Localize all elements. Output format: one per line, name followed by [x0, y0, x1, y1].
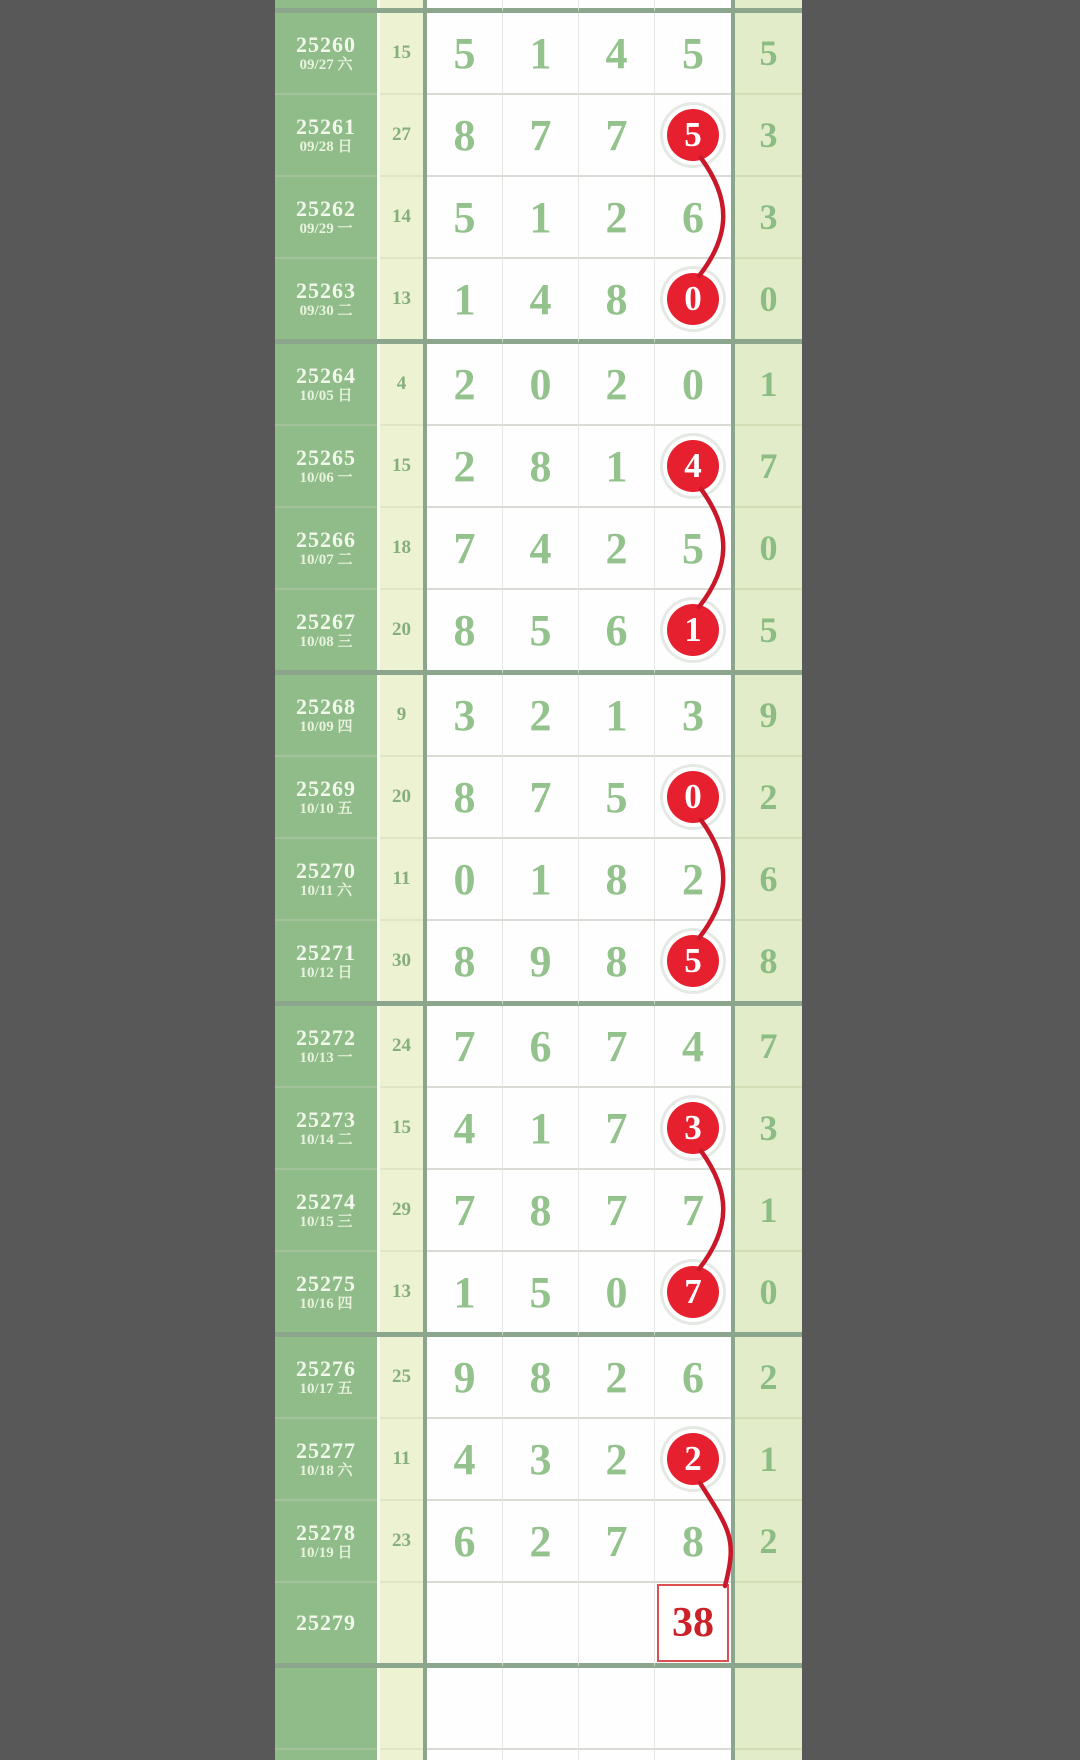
- sum-box: 38: [657, 1584, 729, 1662]
- draw-label-cell: [275, 0, 377, 13]
- highlight-circle: 0: [667, 273, 719, 325]
- digit-cell-4: [655, 1088, 731, 1170]
- count-cell: 30: [380, 921, 423, 1006]
- digit-cell-3: 7: [579, 95, 655, 177]
- draw-date: 09/27 六: [299, 56, 353, 73]
- digit-cell-4: 4: [655, 1006, 731, 1088]
- table-row: [275, 590, 802, 675]
- draw-number: 25277: [296, 1437, 356, 1463]
- digit-cell-2: 8: [503, 426, 579, 508]
- result-cell: [735, 1750, 802, 1760]
- digit-cell-2: [503, 0, 579, 13]
- table-row: [275, 1668, 802, 1750]
- digit-cell-1: 0: [427, 839, 503, 921]
- result-cell: 5: [735, 13, 802, 95]
- digit-cell-3: 8: [579, 839, 655, 921]
- digit-cell-4: 5: [655, 13, 731, 95]
- digit-cell-4: 3: [655, 675, 731, 757]
- digit-cell-2: 8: [503, 1337, 579, 1419]
- table-row: [275, 1501, 802, 1583]
- draw-label-cell: [275, 1419, 377, 1501]
- result-cell: 1: [735, 344, 802, 426]
- result-cell: 2: [735, 1501, 802, 1583]
- digit-cell-2: 5: [503, 590, 579, 675]
- digit-cell-3: 2: [579, 1337, 655, 1419]
- result-cell: [735, 0, 802, 13]
- digit-cell-2: [503, 1750, 579, 1760]
- table-row: [275, 508, 802, 590]
- highlight-circle: 7: [667, 1266, 719, 1318]
- draw-date: 10/11 六: [299, 882, 353, 899]
- digit-cell-3: [579, 1750, 655, 1760]
- draw-number: 25270: [296, 857, 356, 883]
- table-rows: [275, 0, 802, 1760]
- count-cell: 18: [380, 508, 423, 590]
- digit-cell-4: [655, 259, 731, 344]
- result-cell: [735, 1668, 802, 1750]
- draw-label-cell: [275, 13, 377, 95]
- draw-date: 10/05 日: [299, 387, 353, 404]
- highlight-circle: 5: [667, 935, 719, 987]
- draw-number: 25271: [296, 939, 356, 965]
- digit-cell-1: 7: [427, 508, 503, 590]
- digit-cell-2: 7: [503, 95, 579, 177]
- digit-cell-4: [655, 1252, 731, 1337]
- digit-cell-2: 5: [503, 1252, 579, 1337]
- draw-number: 25261: [296, 113, 356, 139]
- draw-label-cell: [275, 921, 377, 1006]
- digit-cell-3: 7: [579, 1006, 655, 1088]
- draw-date: 10/12 日: [299, 964, 353, 981]
- draw-date: 10/17 五: [299, 1380, 353, 1397]
- table-row: [275, 1337, 802, 1419]
- draw-label-cell: [275, 1170, 377, 1252]
- digit-cell-2: 0: [503, 344, 579, 426]
- count-cell: [380, 1750, 423, 1760]
- count-cell: 27: [380, 95, 423, 177]
- digit-cell-4: [655, 1419, 731, 1501]
- result-cell: 3: [735, 177, 802, 259]
- draw-date: 10/10 五: [299, 800, 353, 817]
- digit-cell-4: [655, 426, 731, 508]
- result-cell: 1: [735, 1170, 802, 1252]
- digit-cell-1: [427, 1583, 503, 1668]
- draw-number: 25272: [296, 1024, 356, 1050]
- digit-cell-3: 5: [579, 757, 655, 839]
- draw-number: 25278: [296, 1519, 356, 1545]
- digit-cell-2: 7: [503, 757, 579, 839]
- draw-date: 10/16 四: [299, 1295, 353, 1312]
- digit-cell-3: [579, 1583, 655, 1668]
- digit-cell-1: 8: [427, 590, 503, 675]
- digit-cell-4: [655, 757, 731, 839]
- draw-date: 10/18 六: [299, 1462, 353, 1479]
- digit-cell-1: 1: [427, 259, 503, 344]
- digit-cell-3: 1: [579, 426, 655, 508]
- digit-cell-2: 8: [503, 1170, 579, 1252]
- digit-cell-1: 5: [427, 13, 503, 95]
- digit-cell-2: 9: [503, 921, 579, 1006]
- draw-number: 25275: [296, 1270, 356, 1296]
- digit-cell-4: [655, 590, 731, 675]
- digit-cell-4: 0: [655, 344, 731, 426]
- highlight-circle: 4: [667, 440, 719, 492]
- digit-cell-2: 4: [503, 259, 579, 344]
- table-row: [275, 177, 802, 259]
- digit-cell-4: 8: [655, 1501, 731, 1583]
- draw-label-cell: [275, 1668, 377, 1750]
- digit-cell-4: [655, 1750, 731, 1760]
- draw-number: 25276: [296, 1355, 356, 1381]
- draw-label-cell: [275, 344, 377, 426]
- table-row: [275, 13, 802, 95]
- digit-cell-1: 3: [427, 675, 503, 757]
- draw-number: 25273: [296, 1106, 356, 1132]
- count-cell: 11: [380, 1419, 423, 1501]
- digit-cell-4: 5: [655, 508, 731, 590]
- result-cell: 0: [735, 508, 802, 590]
- digit-cell-2: 2: [503, 675, 579, 757]
- highlight-circle: 1: [667, 604, 719, 656]
- draw-label-cell: [275, 1501, 377, 1583]
- draw-date: 09/28 日: [299, 138, 353, 155]
- digit-cell-3: [579, 0, 655, 13]
- draw-label-cell: [275, 1337, 377, 1419]
- digit-cell-3: 7: [579, 1170, 655, 1252]
- draw-date: 10/07 二: [299, 551, 353, 568]
- count-cell: 13: [380, 1252, 423, 1337]
- digit-cell-2: 1: [503, 1088, 579, 1170]
- draw-label-cell: [275, 1750, 377, 1760]
- digit-cell-3: [579, 1668, 655, 1750]
- digit-cell-4: 2: [655, 839, 731, 921]
- result-cell: 5: [735, 590, 802, 675]
- draw-label-cell: [275, 508, 377, 590]
- digit-cell-1: 8: [427, 757, 503, 839]
- digit-cell-2: 3: [503, 1419, 579, 1501]
- result-cell: 0: [735, 1252, 802, 1337]
- draw-label-cell: [275, 1088, 377, 1170]
- digit-cell-1: 2: [427, 426, 503, 508]
- result-cell: 3: [735, 95, 802, 177]
- digit-cell-3: 2: [579, 1419, 655, 1501]
- table-row: [275, 259, 802, 344]
- digit-cell-1: 8: [427, 921, 503, 1006]
- digit-cell-4: [655, 0, 731, 13]
- digit-cell-4: [655, 1668, 731, 1750]
- table-row: [275, 0, 802, 13]
- table-row: [275, 1750, 802, 1760]
- table-row: [275, 1252, 802, 1337]
- draw-number: 25265: [296, 444, 356, 470]
- result-cell: 9: [735, 675, 802, 757]
- digit-cell-2: 1: [503, 177, 579, 259]
- draw-date: 09/29 一: [299, 220, 353, 237]
- digit-cell-2: 1: [503, 13, 579, 95]
- table-row: [275, 1583, 802, 1668]
- draw-number: 25274: [296, 1188, 356, 1214]
- lottery-trend-table: [275, 0, 802, 1760]
- result-cell: 2: [735, 757, 802, 839]
- digit-cell-1: 4: [427, 1419, 503, 1501]
- digit-cell-3: 2: [579, 508, 655, 590]
- draw-number: 25267: [296, 608, 356, 634]
- count-cell: 15: [380, 426, 423, 508]
- draw-label-cell: [275, 426, 377, 508]
- draw-date: 10/08 三: [299, 633, 353, 650]
- draw-label-cell: [275, 259, 377, 344]
- count-cell: 15: [380, 1088, 423, 1170]
- result-cell: 0: [735, 259, 802, 344]
- digit-cell-2: 6: [503, 1006, 579, 1088]
- count-cell: 15: [380, 13, 423, 95]
- draw-date: 09/30 二: [299, 302, 353, 319]
- digit-cell-2: 2: [503, 1501, 579, 1583]
- count-cell: 9: [380, 675, 423, 757]
- table-row: [275, 675, 802, 757]
- digit-cell-1: 9: [427, 1337, 503, 1419]
- draw-date: 10/13 一: [299, 1049, 353, 1066]
- digit-cell-2: [503, 1668, 579, 1750]
- draw-label-cell: [275, 675, 377, 757]
- table-row: [275, 839, 802, 921]
- table-row: [275, 757, 802, 839]
- digit-cell-3: 8: [579, 921, 655, 1006]
- draw-number: 25266: [296, 526, 356, 552]
- draw-label-cell: [275, 1006, 377, 1088]
- draw-date: 10/15 三: [299, 1213, 353, 1230]
- count-cell: 4: [380, 344, 423, 426]
- result-cell: 8: [735, 921, 802, 1006]
- count-cell: [380, 1668, 423, 1750]
- digit-cell-1: 7: [427, 1170, 503, 1252]
- table-row: [275, 1088, 802, 1170]
- draw-date: 10/14 二: [299, 1131, 353, 1148]
- count-cell: 14: [380, 177, 423, 259]
- table-row: [275, 1006, 802, 1088]
- digit-cell-1: [427, 1668, 503, 1750]
- count-cell: 25: [380, 1337, 423, 1419]
- count-cell: [380, 1583, 423, 1668]
- count-cell: 23: [380, 1501, 423, 1583]
- digit-cell-1: 7: [427, 1006, 503, 1088]
- count-cell: 24: [380, 1006, 423, 1088]
- digit-cell-1: 4: [427, 1088, 503, 1170]
- draw-date: 10/06 一: [299, 469, 353, 486]
- digit-cell-4: 7: [655, 1170, 731, 1252]
- digit-cell-1: [427, 0, 503, 13]
- draw-date: 10/09 四: [299, 718, 353, 735]
- table-row: [275, 344, 802, 426]
- draw-number: 25264: [296, 362, 356, 388]
- digit-cell-3: 4: [579, 13, 655, 95]
- digit-cell-2: 4: [503, 508, 579, 590]
- digit-cell-3: 0: [579, 1252, 655, 1337]
- digit-cell-3: 2: [579, 344, 655, 426]
- digit-cell-1: 1: [427, 1252, 503, 1337]
- count-cell: 20: [380, 757, 423, 839]
- digit-cell-4: 6: [655, 177, 731, 259]
- draw-date: 10/19 日: [299, 1544, 353, 1561]
- draw-number: 25279: [296, 1609, 356, 1635]
- result-cell: 7: [735, 426, 802, 508]
- digit-cell-3: 7: [579, 1501, 655, 1583]
- result-cell: 6: [735, 839, 802, 921]
- draw-label-cell: [275, 1583, 377, 1668]
- digit-cell-3: 8: [579, 259, 655, 344]
- count-cell: 20: [380, 590, 423, 675]
- digit-cell-1: 5: [427, 177, 503, 259]
- highlight-circle: 2: [667, 1433, 719, 1485]
- table-row: [275, 1170, 802, 1252]
- digit-cell-2: [503, 1583, 579, 1668]
- digit-cell-2: 1: [503, 839, 579, 921]
- result-cell: [735, 1583, 802, 1668]
- digit-cell-1: 2: [427, 344, 503, 426]
- result-cell: 1: [735, 1419, 802, 1501]
- draw-number: 25260: [296, 31, 356, 57]
- draw-number: 25262: [296, 195, 356, 221]
- draw-label-cell: [275, 839, 377, 921]
- digit-cell-3: 7: [579, 1088, 655, 1170]
- result-cell: 7: [735, 1006, 802, 1088]
- draw-label-cell: [275, 1252, 377, 1337]
- result-cell: 2: [735, 1337, 802, 1419]
- count-cell: [380, 0, 423, 13]
- count-cell: 13: [380, 259, 423, 344]
- table-row: [275, 426, 802, 508]
- draw-label-cell: [275, 95, 377, 177]
- table-row: [275, 95, 802, 177]
- draw-label-cell: [275, 757, 377, 839]
- digit-cell-4: [655, 95, 731, 177]
- digit-cell-4: [655, 921, 731, 1006]
- draw-number: 25268: [296, 693, 356, 719]
- digit-cell-1: 8: [427, 95, 503, 177]
- digit-cell-3: 1: [579, 675, 655, 757]
- count-cell: 11: [380, 839, 423, 921]
- digit-cell-4: [655, 1583, 731, 1668]
- highlight-circle: 3: [667, 1102, 719, 1154]
- result-cell: 3: [735, 1088, 802, 1170]
- draw-label-cell: [275, 177, 377, 259]
- digit-cell-3: 6: [579, 590, 655, 675]
- draw-number: 25269: [296, 775, 356, 801]
- digit-cell-1: 6: [427, 1501, 503, 1583]
- highlight-circle: 5: [667, 109, 719, 161]
- count-cell: 29: [380, 1170, 423, 1252]
- draw-label-cell: [275, 590, 377, 675]
- digit-cell-3: 2: [579, 177, 655, 259]
- digit-cell-4: 6: [655, 1337, 731, 1419]
- table-row: [275, 921, 802, 1006]
- table-row: [275, 1419, 802, 1501]
- draw-number: 25263: [296, 277, 356, 303]
- digit-cell-1: [427, 1750, 503, 1760]
- highlight-circle: 0: [667, 771, 719, 823]
